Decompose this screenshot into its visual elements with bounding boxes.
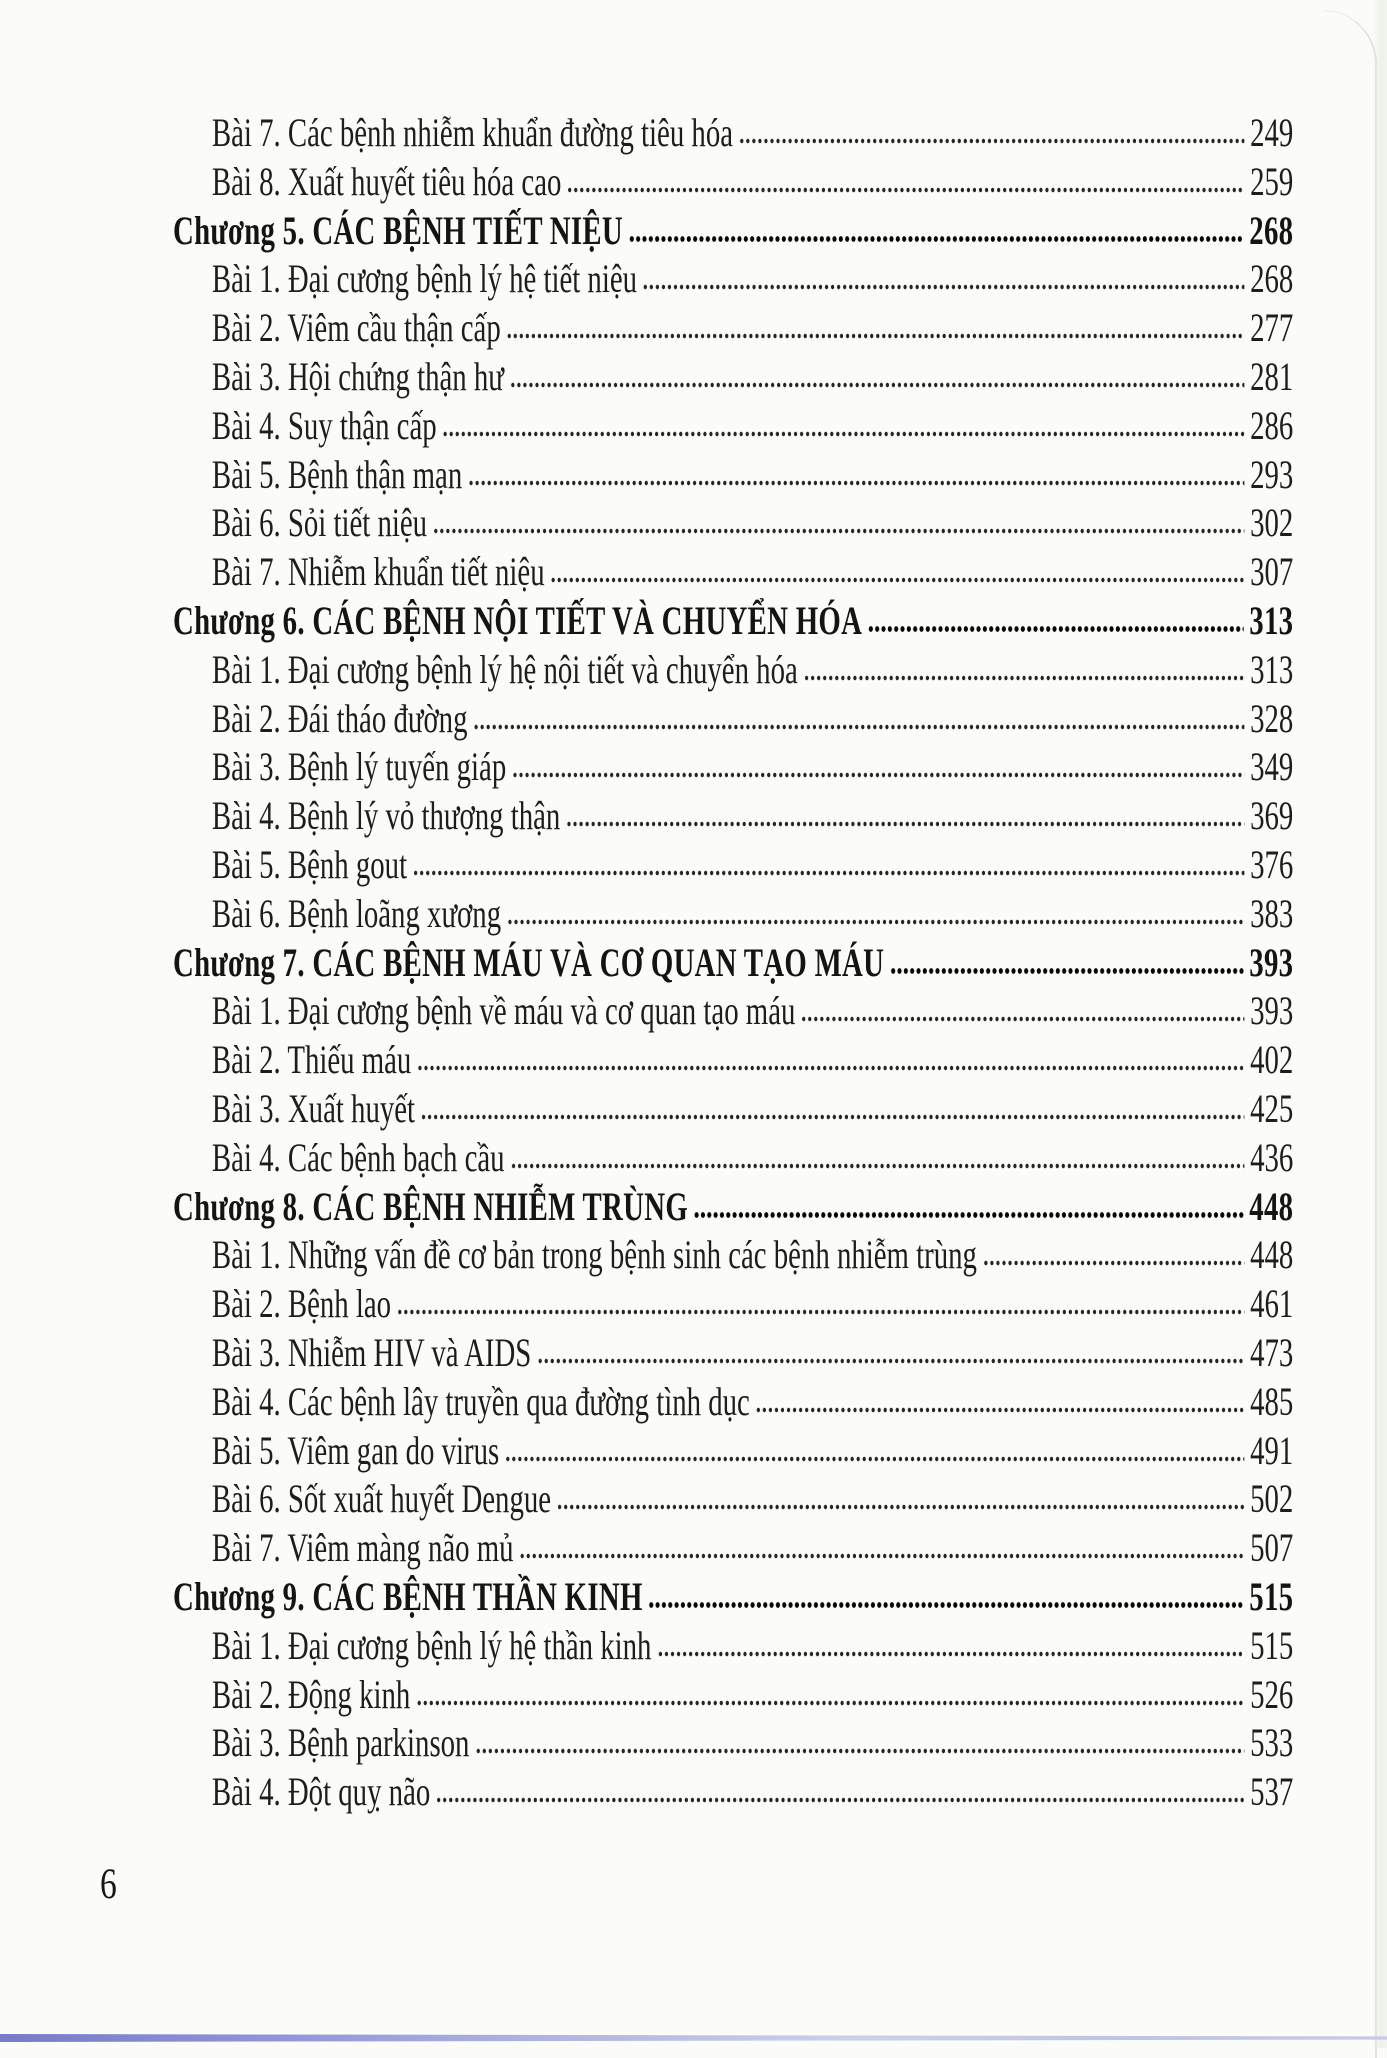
page-curl-shadow: [1323, 10, 1377, 2058]
toc-entry-title: Bài 4. Suy thận cấp: [211, 402, 437, 448]
toc-entry-title: Bài 2. Bệnh lao: [211, 1281, 392, 1327]
toc-item-row: [173, 1134, 1293, 1183]
toc-entry-page-number: 349: [1250, 744, 1294, 790]
toc-entry-page-number: 461: [1250, 1281, 1294, 1327]
dot-leader: [469, 478, 1245, 488]
toc-entry-title: Chương 6. CÁC BỆNH NỘI TIẾT VÀ CHUYỂN HÓA: [173, 597, 863, 643]
toc-chapter-row: [173, 1573, 1293, 1622]
toc-entry-page-number: 491: [1250, 1427, 1294, 1473]
toc-entry-page-number: 383: [1250, 890, 1294, 936]
toc-entry-page-number: 286: [1250, 402, 1294, 448]
toc-entry-page-number: 259: [1250, 158, 1294, 204]
toc-item-row: [173, 548, 1293, 597]
toc-entry-page-number: 393: [1250, 988, 1294, 1034]
toc-entry-title: Bài 1. Những vấn đề cơ bản trong bệnh sinh các bệnh nhiễm trùng: [211, 1232, 977, 1278]
toc-entry-title: Bài 6. Sốt xuất huyết Dengue: [211, 1476, 552, 1522]
toc-entry-page-number: 293: [1250, 451, 1294, 497]
dot-leader: [551, 575, 1244, 585]
toc-entry-page-number: 402: [1250, 1037, 1294, 1083]
dot-leader: [694, 1210, 1243, 1220]
toc-item-row: [173, 1036, 1293, 1085]
toc-chapter-row: [173, 939, 1293, 988]
toc-entry-page-number: 281: [1250, 353, 1294, 399]
toc-entry-title: Chương 8. CÁC BỆNH NHIỄM TRÙNG: [173, 1183, 689, 1229]
toc-entry-title: Bài 3. Bệnh lý tuyến giáp: [211, 744, 507, 790]
page-number: 6: [100, 1861, 117, 1908]
toc-entry-title: Bài 8. Xuất huyết tiêu hóa cao: [211, 158, 562, 204]
toc-chapter-row: [173, 597, 1293, 646]
toc-entry-title: Bài 1. Đại cương bệnh về máu và cơ quan tạo máu: [211, 988, 796, 1034]
toc-entry-title: Bài 4. Các bệnh bạch cầu: [211, 1134, 505, 1180]
dot-leader: [629, 234, 1243, 244]
dot-leader: [739, 136, 1244, 146]
toc-entry-title: Bài 3. Nhiễm HIV và AIDS: [211, 1329, 532, 1375]
toc-item-row: [173, 792, 1293, 841]
toc-entry-title: Bài 1. Đại cương bệnh lý hệ tiết niệu: [211, 256, 638, 302]
toc-entry-page-number: 526: [1250, 1671, 1294, 1717]
toc-item-row: [173, 1719, 1293, 1768]
dot-leader: [804, 673, 1244, 683]
toc-entry-page-number: 307: [1250, 549, 1294, 595]
dot-leader: [558, 1502, 1245, 1512]
toc-entry-page-number: 369: [1250, 793, 1294, 839]
toc-item-row: [173, 1622, 1293, 1671]
toc-entry-page-number: 425: [1250, 1085, 1294, 1131]
toc-item-row: [173, 1768, 1293, 1817]
toc-entry-title: Bài 4. Đột quỵ não: [211, 1769, 431, 1815]
toc-entry-title: Chương 7. CÁC BỆNH MÁU VÀ CƠ QUAN TẠO MÁU: [173, 939, 885, 985]
toc-item-row: [173, 695, 1293, 744]
toc-chapter-row: [173, 207, 1293, 256]
toc-entry-page-number: 302: [1250, 500, 1294, 546]
toc-item-row: [173, 353, 1293, 402]
toc-entry-page-number: 502: [1250, 1476, 1294, 1522]
dot-leader: [756, 1405, 1244, 1415]
toc-entry-page-number: 448: [1250, 1232, 1294, 1278]
toc-entry-title: Bài 2. Viêm cầu thận cấp: [211, 305, 501, 351]
toc-entry-title: Bài 2. Đái tháo đường: [211, 695, 468, 741]
toc-entry-title: Bài 6. Bệnh loãng xương: [211, 890, 502, 936]
toc-item-row: [173, 987, 1293, 1036]
toc-entry-title: Bài 6. Sỏi tiết niệu: [211, 500, 428, 546]
toc-entry-page-number: 537: [1250, 1769, 1294, 1815]
toc-entry-title: Bài 5. Viêm gan do virus: [211, 1427, 500, 1473]
toc-entry-page-number: 436: [1250, 1134, 1294, 1180]
dot-leader: [891, 966, 1244, 976]
toc-entry-page-number: 485: [1250, 1378, 1294, 1424]
toc-entry-page-number: 376: [1250, 841, 1294, 887]
toc-entry-page-number: 249: [1250, 110, 1294, 155]
dot-leader: [398, 1307, 1245, 1317]
toc-entry-title: Bài 5. Bệnh gout: [211, 841, 408, 887]
toc-item-row: [173, 158, 1293, 207]
dot-leader: [520, 1551, 1244, 1561]
toc-entry-title: Bài 1. Đại cương bệnh lý hệ thần kinh: [211, 1622, 652, 1668]
toc-entry-page-number: 507: [1250, 1525, 1294, 1571]
toc-item-row: [173, 499, 1293, 548]
toc-entry-page-number: 515: [1250, 1622, 1294, 1668]
toc-item-row: [173, 1427, 1293, 1476]
toc-entry-page-number: 448: [1249, 1183, 1294, 1229]
toc-item-row: [173, 402, 1293, 451]
toc-entry-title: Bài 7. Viêm màng não mủ: [211, 1525, 514, 1571]
dot-leader: [513, 770, 1245, 780]
toc-item-row: [173, 1329, 1293, 1378]
dot-leader: [414, 868, 1245, 878]
toc-entry-title: Chương 5. CÁC BỆNH TIẾT NIỆU: [173, 207, 623, 253]
toc-item-row: [173, 304, 1293, 353]
toc-entry-title: Bài 7. Nhiễm khuẩn tiết niệu: [211, 549, 545, 595]
toc-entry-title: Bài 3. Bệnh parkinson: [211, 1720, 470, 1766]
toc-entry-title: Bài 4. Bệnh lý vỏ thượng thận: [211, 793, 561, 839]
toc-entry-page-number: 268: [1249, 207, 1294, 253]
toc-entry-title: Bài 3. Xuất huyết: [211, 1085, 416, 1131]
toc-entry-title: Bài 3. Hội chứng thận hư: [211, 353, 504, 399]
dot-leader: [538, 1356, 1245, 1366]
toc-entry-page-number: 393: [1249, 939, 1294, 985]
toc-item-row: [173, 1524, 1293, 1573]
page-edge-shading: [1373, 0, 1387, 2048]
toc-entry-title: Bài 4. Các bệnh lây truyền qua đường tình dục: [211, 1378, 750, 1424]
dot-leader: [506, 1454, 1245, 1464]
toc-item-row: [173, 109, 1293, 158]
dot-leader: [417, 1698, 1245, 1708]
toc-item-row: [173, 1085, 1293, 1134]
toc-entry-title: Bài 2. Thiếu máu: [211, 1037, 412, 1083]
toc-entry-page-number: 515: [1249, 1573, 1294, 1619]
toc-entry-page-number: 277: [1250, 305, 1294, 351]
toc-item-row: [173, 646, 1293, 695]
dot-leader: [649, 1600, 1243, 1610]
toc-item-row: [173, 1671, 1293, 1720]
toc-entry-page-number: 473: [1250, 1329, 1294, 1375]
dot-leader: [643, 282, 1244, 292]
dot-leader: [434, 526, 1245, 536]
dot-leader: [802, 1014, 1244, 1024]
toc-entry-title: Bài 5. Bệnh thận mạn: [211, 451, 463, 497]
toc-item-row: [173, 1378, 1293, 1427]
toc-chapter-row: [173, 1183, 1293, 1232]
dot-leader: [511, 1161, 1244, 1171]
dot-leader: [983, 1258, 1244, 1268]
toc-item-row: [173, 451, 1293, 500]
dot-leader: [567, 819, 1245, 829]
toc-item-row: [173, 841, 1293, 890]
toc-entry-title: Bài 1. Đại cương bệnh lý hệ nội tiết và chuyển hóa: [211, 646, 798, 692]
dot-leader: [437, 1795, 1245, 1805]
toc-item-row: [173, 1475, 1293, 1524]
toc-entry-page-number: 268: [1250, 256, 1294, 302]
dot-leader: [510, 380, 1244, 390]
dot-leader: [658, 1649, 1244, 1659]
dot-leader: [507, 331, 1244, 341]
dot-leader: [476, 1746, 1244, 1756]
toc-entry-page-number: 313: [1250, 646, 1294, 692]
next-page-edge-line: [0, 2034, 1387, 2042]
dot-leader: [418, 1063, 1245, 1073]
dot-leader: [443, 429, 1244, 439]
dot-leader: [508, 917, 1245, 927]
dot-leader: [869, 624, 1244, 634]
toc-item-row: [173, 890, 1293, 939]
dot-leader: [422, 1112, 1245, 1122]
toc-entry-page-number: 313: [1249, 597, 1294, 643]
toc-item-row: [173, 1280, 1293, 1329]
toc-entry-title: Bài 2. Động kinh: [211, 1671, 411, 1717]
toc-entry-title: Chương 9. CÁC BỆNH THẦN KINH: [173, 1573, 643, 1619]
toc-entry-title: Bài 7. Các bệnh nhiễm khuẩn đường tiêu hóa: [211, 110, 734, 155]
table-of-contents: [173, 109, 1293, 1817]
dot-leader: [568, 185, 1244, 195]
toc-entry-page-number: 533: [1250, 1720, 1294, 1766]
toc-item-row: [173, 743, 1293, 792]
toc-item-row: [173, 1231, 1293, 1280]
dot-leader: [474, 722, 1244, 732]
toc-item-row: [173, 255, 1293, 304]
toc-entry-page-number: 328: [1250, 695, 1294, 741]
